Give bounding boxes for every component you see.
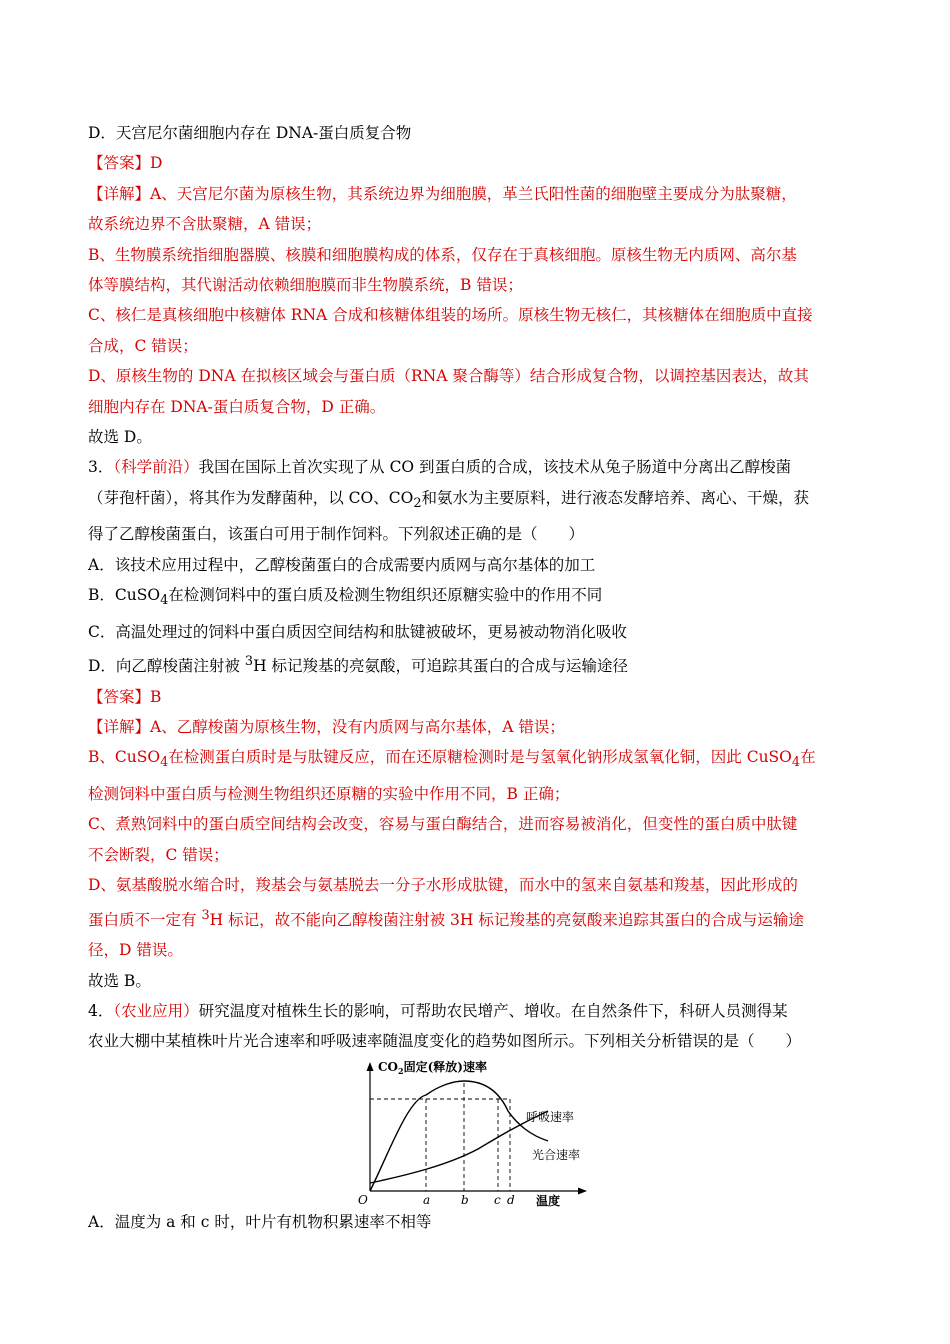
q3-detail-line <box>88 742 868 779</box>
x-axis-arrow <box>578 1187 587 1194</box>
q3-stem-text: 和氨水为主要原料，进行液态发酵培养、离心、干燥，获 <box>421 488 810 507</box>
q2-answer: 【答案】D <box>88 154 163 173</box>
subscript: 4 <box>160 593 169 609</box>
q3-option-text: 在检测饲料中的蛋白质及检测生物组织还原糖实验中的作用不同 <box>168 586 603 605</box>
series-line-photosynthesis <box>370 1081 548 1191</box>
q3-stem-text: 我国在国际上首次实现了从 CO 到蛋白质的合成，该技术从兔子肠道中分离出乙醇梭菌 <box>198 458 792 477</box>
q4-tag: （农业应用） <box>113 1001 199 1020</box>
q3-detail-line <box>88 901 868 936</box>
q4-option-a: A．温度为 a 和 c 时，叶片有机物积累速率不相等 <box>88 1212 432 1231</box>
q4-stem-line1 <box>88 996 868 1026</box>
q3-option-text: B．CuSO <box>88 586 161 605</box>
subscript: 4 <box>160 755 169 771</box>
q3-detail-text: B、CuSO <box>88 748 161 767</box>
series-label-photosynthesis: 光合速率 <box>532 1147 581 1162</box>
q3-conclusion: 故选 B。 <box>88 971 151 990</box>
q2-detail-line: B、生物膜系统指细胞器膜、核膜和细胞膜构成的体系，仅存在于真核细胞。原核生物无内质网、高尔基 <box>88 245 797 264</box>
q2-detail-line: 细胞内存在 DNA-蛋白质复合物，D 正确。 <box>88 397 386 416</box>
q3-answer: 【答案】B <box>88 687 162 706</box>
q3-option-text: D．向乙醇梭菌注射被 <box>88 657 245 676</box>
q2-detail-line: 【详解】A、天宫尼尔菌为原核生物，其系统边界为细胞膜，革兰氏阳性菌的细胞壁主要成分为肽聚糖， <box>88 184 797 203</box>
q3-detail-line: 不会断裂，C 错误； <box>88 845 229 864</box>
q4-stem-line2: 农业大棚中某植株叶片光合速率和呼吸速率随温度变化的趋势如图所示。下列相关分析错误的是（ ） <box>88 1032 802 1051</box>
subscript: 4 <box>791 755 801 771</box>
x-axis-label: 温度 <box>536 1193 561 1207</box>
superscript: 3 <box>201 907 210 923</box>
q3-stem-line3: 得了乙醇梭菌蛋白，该蛋白可用于制作饲料。下列叙述正确的是（ ） <box>88 525 585 544</box>
y-axis-arrow <box>367 1062 374 1071</box>
origin-label: O <box>358 1192 368 1207</box>
rate-vs-temperature-figure <box>88 1059 868 1207</box>
q3-detail-line: 径，D 错误。 <box>88 941 183 960</box>
q4-stem-text: 研究温度对植株生长的影响，可帮助农民增产、增收。在自然条件下，科研人员测得某 <box>198 1001 788 1020</box>
x-tick-label: b <box>461 1192 469 1207</box>
q3-option-text: H 标记羧基的亮氨酸，可追踪其蛋白的合成与运输途径 <box>253 657 629 676</box>
q3-detail-line: D、氨基酸脱水缩合时，羧基会与氨基脱去一分子水形成肽键，而水中的氢来自氨基和羧基，因此形成的 <box>88 876 798 895</box>
x-tick-label: d <box>507 1192 515 1207</box>
q2-detail-line: 合成，C 错误； <box>88 336 198 355</box>
q2-option-d: D．天宫尼尔菌细胞内存在 DNA-蛋白质复合物 <box>88 124 412 142</box>
rate-chart <box>358 1059 598 1207</box>
x-tick-label: a <box>423 1192 431 1207</box>
q3-option-d <box>88 647 868 682</box>
q3-option-c: C．高温处理过的饲料中蛋白质因空间结构和肽键被破坏，更易被动物消化吸收 <box>88 622 627 641</box>
q3-detail-text: 蛋白质不一定有 <box>88 910 202 929</box>
q3-stem-text: （芽孢杆菌），将其作为发酵菌种，以 CO、CO <box>88 488 414 507</box>
q2-conclusion: 故选 D。 <box>88 428 152 447</box>
q3-detail-text: H 标记，故不能向乙醇梭菌注射被 3H 标记羧基的亮氨酸来追踪其蛋白的合成与运输途 <box>209 910 804 929</box>
q3-option-b <box>88 580 868 617</box>
q3-stem-line1 <box>88 452 868 482</box>
q3-detail-line: 检测饲料中蛋白质与检测生物组织还原糖的实验中作用不同，B 正确； <box>88 784 570 803</box>
q2-detail-line: 故系统边界不含肽聚糖，A 错误； <box>88 215 322 234</box>
q3-number: 3． <box>88 458 114 477</box>
q2-detail-line: C、核仁是真核细胞中核糖体 RNA 合成和核糖体组装的场所。原核生物无核仁，其核糖体在细胞质中直接 <box>88 306 813 325</box>
q3-tag: （科学前沿） <box>113 458 199 477</box>
q3-option-a: A．该技术应用过程中，乙醇梭菌蛋白的合成需要内质网与高尔基体的加工 <box>88 555 596 574</box>
superscript: 3 <box>244 654 254 670</box>
series-label-respiration: 呼吸速率 <box>526 1109 575 1124</box>
y-axis-label: $CO_2$固定(释放)速率 <box>378 1059 487 1076</box>
q3-detail-text: 在 <box>800 748 816 767</box>
q4-number: 4． <box>88 1001 114 1020</box>
q2-detail-line: 体等膜结构，其代谢活动依赖细胞膜而非生物膜系统，B 错误； <box>88 276 523 295</box>
q3-detail-line: C、煮熟饲料中的蛋白质空间结构会改变，容易与蛋白酶结合，进而容易被消化，但变性的蛋白质中肽键 <box>88 815 798 834</box>
q3-detail-text: 在检测蛋白质时是与肽键反应，而在还原糖检测时是与氢氧化钠形成氢氧化铜，因此 CuSO <box>168 748 792 767</box>
document-page <box>88 118 868 1237</box>
subscript: 2 <box>413 495 422 511</box>
q3-detail-line: 【详解】A、乙醇梭菌为原核生物，没有内质网与高尔基体，A 错误； <box>88 718 565 737</box>
x-tick-label: c <box>494 1192 501 1207</box>
q3-stem-line2 <box>88 483 868 520</box>
q2-detail-line: D、原核生物的 DNA 在拟核区域会与蛋白质（RNA 聚合酶等）结合形成复合物，以调控基因表达，故其 <box>88 367 809 386</box>
series-line-respiration <box>370 1111 548 1183</box>
